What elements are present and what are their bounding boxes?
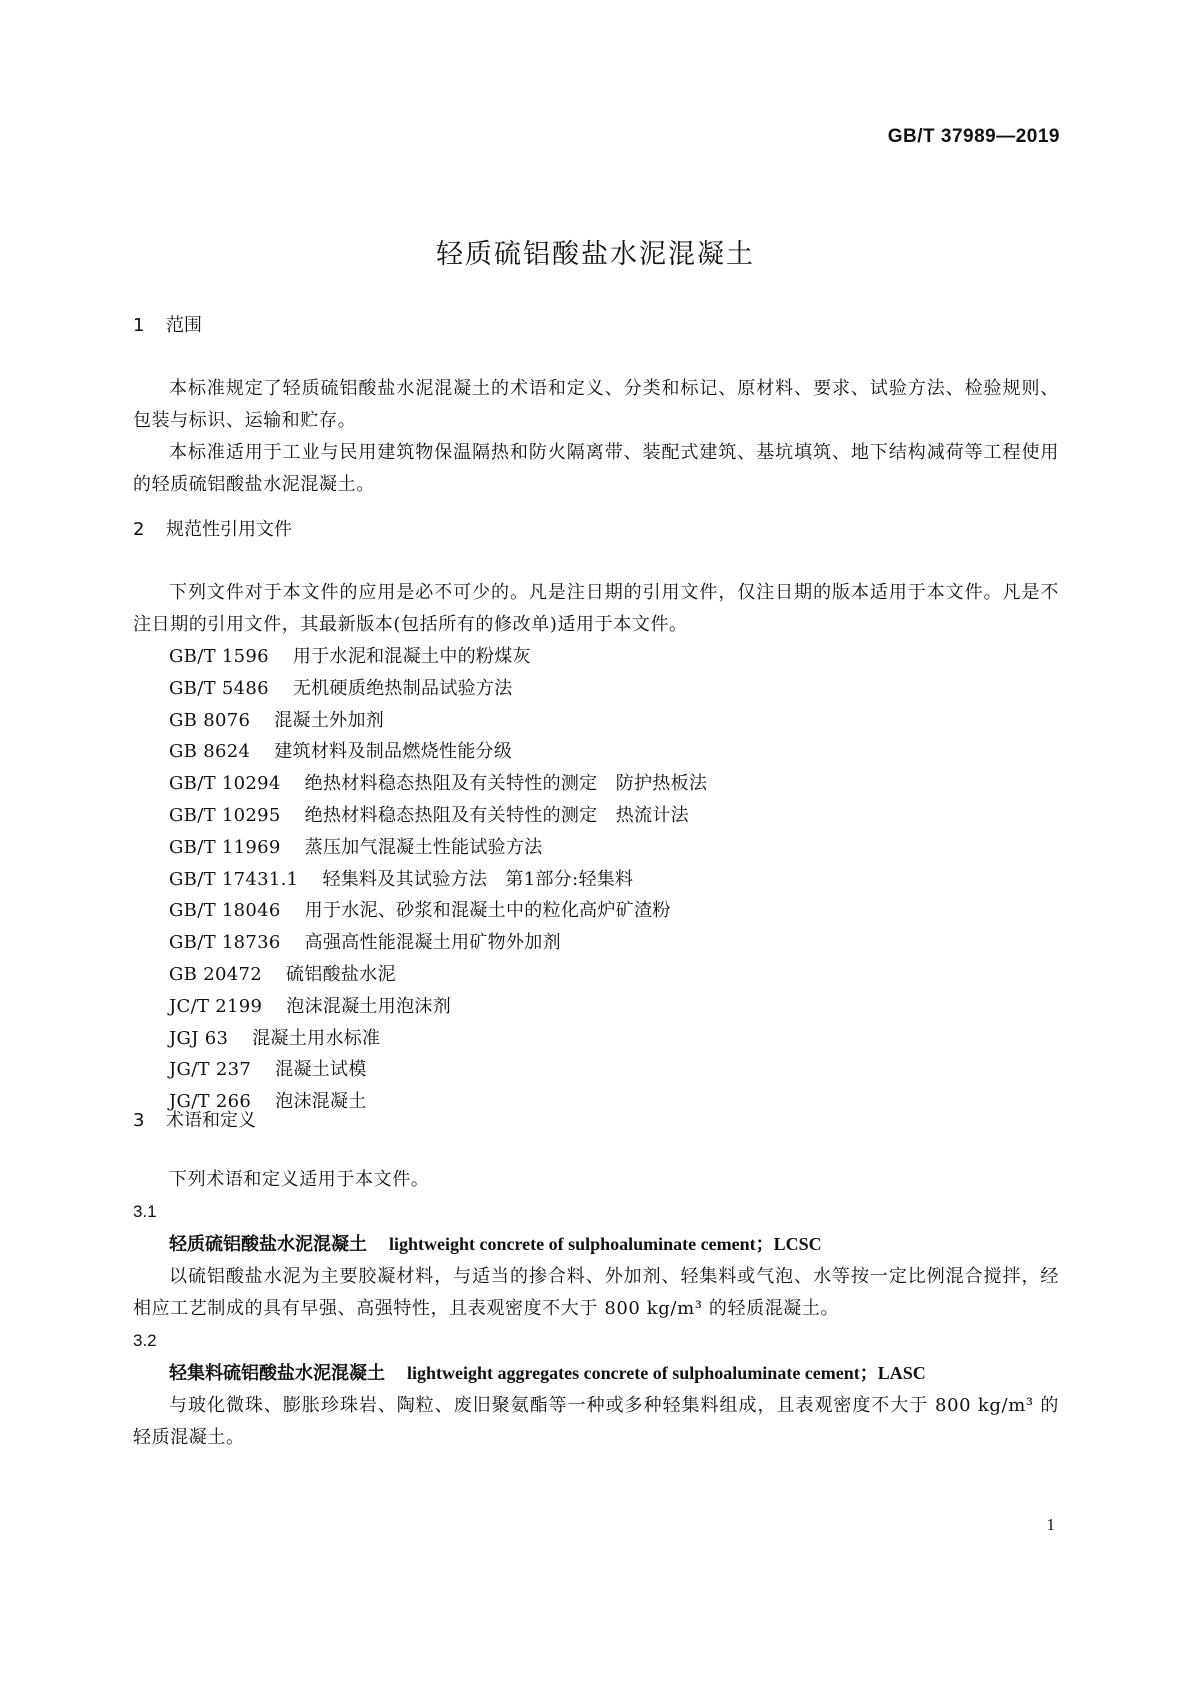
section-title: 范围 [166, 315, 202, 336]
term-name-en: lightweight concrete of sulphoaluminate cement；LCSC [389, 1234, 822, 1254]
reference-code: GB/T 18736 [169, 932, 281, 954]
paragraph: 本标准规定了轻质硫铝酸盐水泥混凝土的术语和定义、分类和标记、原材料、要求、试验方法、检验规则、包装与标识、运输和贮存。 [133, 378, 1059, 431]
term-number: 3.1 [133, 1202, 157, 1221]
term-name-zh: 轻质硫铝酸盐水泥混凝土 [169, 1234, 367, 1255]
reference-title: 绝热材料稳态热阻及有关特性的测定 防护热板法 [304, 773, 708, 795]
reference-title: 泡沫混凝土 [275, 1091, 367, 1113]
section-number: 2 [133, 519, 145, 540]
reference-item [133, 927, 1059, 959]
reference-code: GB 8076 [169, 709, 251, 731]
reference-item [133, 641, 1059, 673]
paragraph: 下列术语和定义适用于本文件。 [169, 1169, 430, 1190]
reference-item [133, 832, 1059, 864]
reference-code: JG/T 237 [169, 1059, 252, 1081]
reference-title: 高强高性能混凝土用矿物外加剂 [304, 932, 561, 954]
section-title: 规范性引用文件 [166, 519, 292, 540]
reference-item [133, 991, 1059, 1023]
reference-code: GB/T 10294 [169, 773, 281, 795]
section-number: 3 [133, 1110, 145, 1131]
section-number: 1 [133, 315, 145, 336]
reference-item [133, 864, 1059, 896]
reference-title: 绝热材料稳态热阻及有关特性的测定 热流计法 [304, 804, 689, 826]
page-number: 1 [1046, 1515, 1055, 1534]
term-definition: 与玻化微珠、膨胀珍珠岩、陶粒、废旧聚氨酯等一种或多种轻集料组成，且表观密度不大于 800 kg/m³ 的轻质混凝土。 [133, 1395, 1059, 1448]
term-heading [133, 1357, 1059, 1390]
section-2 [133, 515, 1059, 1118]
term-3-1 [133, 1196, 1059, 1325]
reference-item [133, 673, 1059, 705]
term-3-2 [133, 1325, 1059, 1454]
reference-item [133, 736, 1059, 768]
section-heading [133, 515, 1059, 540]
reference-code: GB/T 17431.1 [169, 868, 299, 890]
reference-item [133, 895, 1059, 927]
reference-title: 蒸压加气混凝土性能试验方法 [304, 836, 543, 858]
reference-code: JGJ 63 [169, 1027, 229, 1049]
term-number: 3.2 [133, 1331, 157, 1350]
term-definition: 以硫铝酸盐水泥为主要胶凝材料，与适当的掺合料、外加剂、轻集料或气泡、水等按一定比例混合搅拌，经相应工艺制成的具有早强、高强特性，且表观密度不大于 800 kg/m³ 的轻质混凝土。 [133, 1266, 1059, 1319]
reference-title: 用于水泥和混凝土中的粉煤灰 [292, 646, 531, 667]
reference-code: GB/T 10295 [169, 804, 281, 826]
section-heading [133, 311, 1059, 336]
reference-code: GB/T 18046 [169, 900, 281, 922]
reference-item [133, 1054, 1059, 1086]
document-title: 轻质硫铝酸盐水泥混凝土 [436, 239, 755, 270]
section-1 [133, 311, 1059, 501]
reference-title: 泡沫混凝土用泡沫剂 [286, 995, 451, 1017]
reference-code: GB/T 1596 [169, 646, 269, 667]
reference-title: 轻集料及其试验方法 第1部分:轻集料 [322, 868, 634, 890]
reference-list [133, 641, 1059, 1118]
term-heading [133, 1228, 1059, 1261]
reference-title: 混凝土外加剂 [274, 709, 385, 731]
reference-item [133, 800, 1059, 832]
reference-code: JG/T 266 [169, 1091, 252, 1113]
reference-code: GB/T 5486 [169, 677, 269, 699]
reference-item [133, 959, 1059, 991]
reference-title: 用于水泥、砂浆和混凝土中的粒化高炉矿渣粉 [304, 900, 671, 922]
section-3 [133, 1106, 1059, 1454]
reference-title: 混凝土试模 [275, 1059, 367, 1081]
reference-code: JC/T 2199 [169, 995, 263, 1017]
section-title: 术语和定义 [166, 1110, 256, 1131]
reference-code: GB/T 11969 [169, 836, 281, 858]
paragraph: 本标准适用于工业与民用建筑物保温隔热和防火隔离带、装配式建筑、基坑填筑、地下结构减荷等工程使用的轻质硫铝酸盐水泥混凝土。 [133, 442, 1059, 495]
term-name-en: lightweight aggregates concrete of sulphoaluminate cement；LASC [407, 1363, 926, 1383]
reference-item [133, 705, 1059, 737]
paragraph: 下列文件对于本文件的应用是必不可少的。凡是注日期的引用文件，仅注日期的版本适用于本文件。凡是不注日期的引用文件，其最新版本(包括所有的修改单)适用于本文件。 [133, 582, 1059, 635]
reference-item [133, 768, 1059, 800]
term-name-zh: 轻集料硫铝酸盐水泥混凝土 [169, 1363, 385, 1384]
reference-title: 混凝土用水标准 [252, 1027, 381, 1049]
reference-title: 无机硬质绝热制品试验方法 [292, 677, 513, 699]
reference-title: 硫铝酸盐水泥 [286, 963, 396, 985]
reference-title: 建筑材料及制品燃烧性能分级 [274, 741, 513, 763]
section-heading [133, 1106, 1059, 1131]
reference-code: GB 20472 [169, 963, 262, 985]
document-code: GB/T 37989—2019 [887, 126, 1060, 147]
reference-code: GB 8624 [169, 741, 251, 763]
reference-item [133, 1023, 1059, 1055]
